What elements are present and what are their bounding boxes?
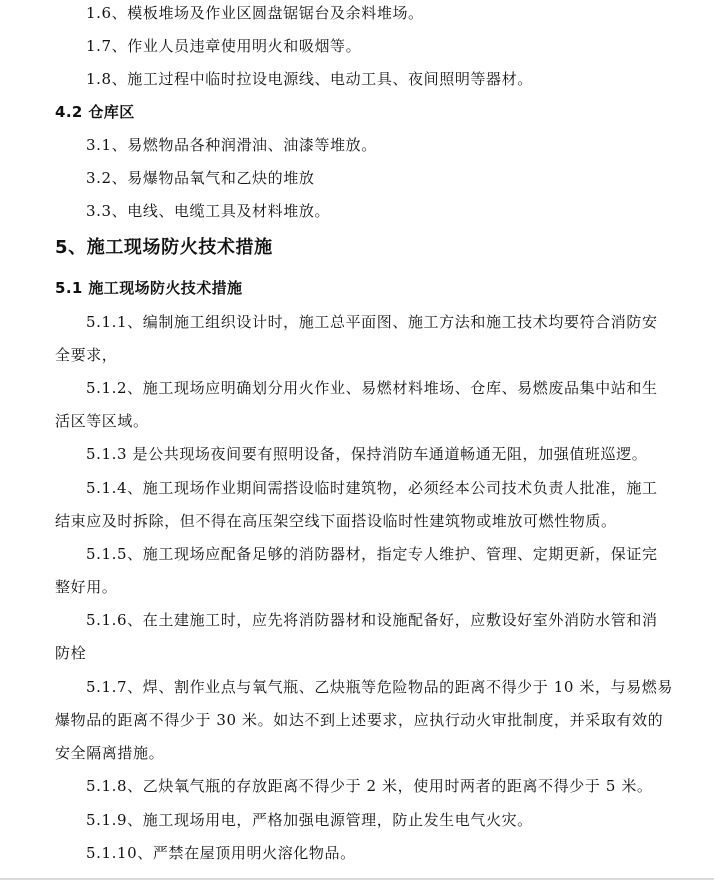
paragraph-line: 5.1.2、施工现场应明确划分用火作业、易燃材料堆场、仓库、易燃废品集中站和生 [86, 379, 658, 397]
paragraph-line: 5.1.8、乙炔氧气瓶的存放距离不得少于 2 米，使用时两者的距离不得少于 5 米。 [86, 777, 653, 795]
list-item: 3.3、电线、电缆工具及材料堆放。 [86, 202, 331, 220]
paragraph-line: 5.1.4、施工现场作业期间需搭设临时建筑物，必须经本公司技术负责人批准，施工 [86, 479, 658, 497]
paragraph-line: 5.1.9、施工现场用电，严格加强电源管理，防止发生电气火灾。 [86, 811, 533, 829]
list-item: 1.6、模板堆场及作业区圆盘锯锯台及余料堆场。 [86, 4, 424, 22]
section-heading-5: 5、施工现场防火技术措施 [55, 237, 273, 258]
list-item: 1.8、施工过程中临时拉设电源线、电动工具、夜间照明等器材。 [86, 70, 533, 88]
sub-heading-5-1: 5.1 施工现场防火技术措施 [55, 279, 243, 297]
paragraph-line: 活区等区域。 [55, 412, 149, 430]
paragraph-line: 5.1.10、严禁在屋顶用明火溶化物品。 [86, 844, 356, 862]
list-item: 1.7、作业人员违章使用明火和吸烟等。 [86, 37, 362, 55]
paragraph-line: 全要求， [55, 346, 118, 364]
paragraph-line: 5.1.5、施工现场应配备足够的消防器材，指定专人维护、管理、定期更新，保证完 [86, 545, 658, 563]
paragraph-line: 整好用。 [55, 578, 118, 596]
list-item: 3.2、易爆物品氧气和乙炔的堆放 [86, 169, 315, 187]
paragraph-line: 结束应及时拆除，但不得在高压架空线下面搭设临时性建筑物或堆放可燃性物质。 [55, 512, 617, 530]
page-bottom-divider [0, 878, 714, 880]
paragraph-line: 安全隔离措施。 [55, 744, 165, 762]
list-item: 3.1、易燃物品各种润滑油、油漆等堆放。 [86, 136, 377, 154]
paragraph-line: 爆物品的距离不得少于 30 米。如达不到上述要求，应执行动火审批制度，并采取有效的 [55, 711, 664, 729]
paragraph-line: 5.1.7、焊、割作业点与氧气瓶、乙炔瓶等危险物品的距离不得少于 10 米，与易燃易 [86, 678, 673, 696]
section-heading-4-2: 4.2 仓库区 [55, 103, 135, 121]
paragraph-line: 防栓 [55, 644, 87, 662]
paragraph-line: 5.1.6、在土建施工时，应先将消防器材和设施配备好，应敷设好室外消防水管和消 [86, 611, 658, 629]
paragraph-line: 5.1.1、编制施工组织设计时，施工总平面图、施工方法和施工技术均要符合消防安 [86, 313, 658, 331]
paragraph-line: 5.1.3 是公共现场夜间要有照明设备，保持消防车通道畅通无阻，加强值班巡逻。 [86, 445, 648, 463]
